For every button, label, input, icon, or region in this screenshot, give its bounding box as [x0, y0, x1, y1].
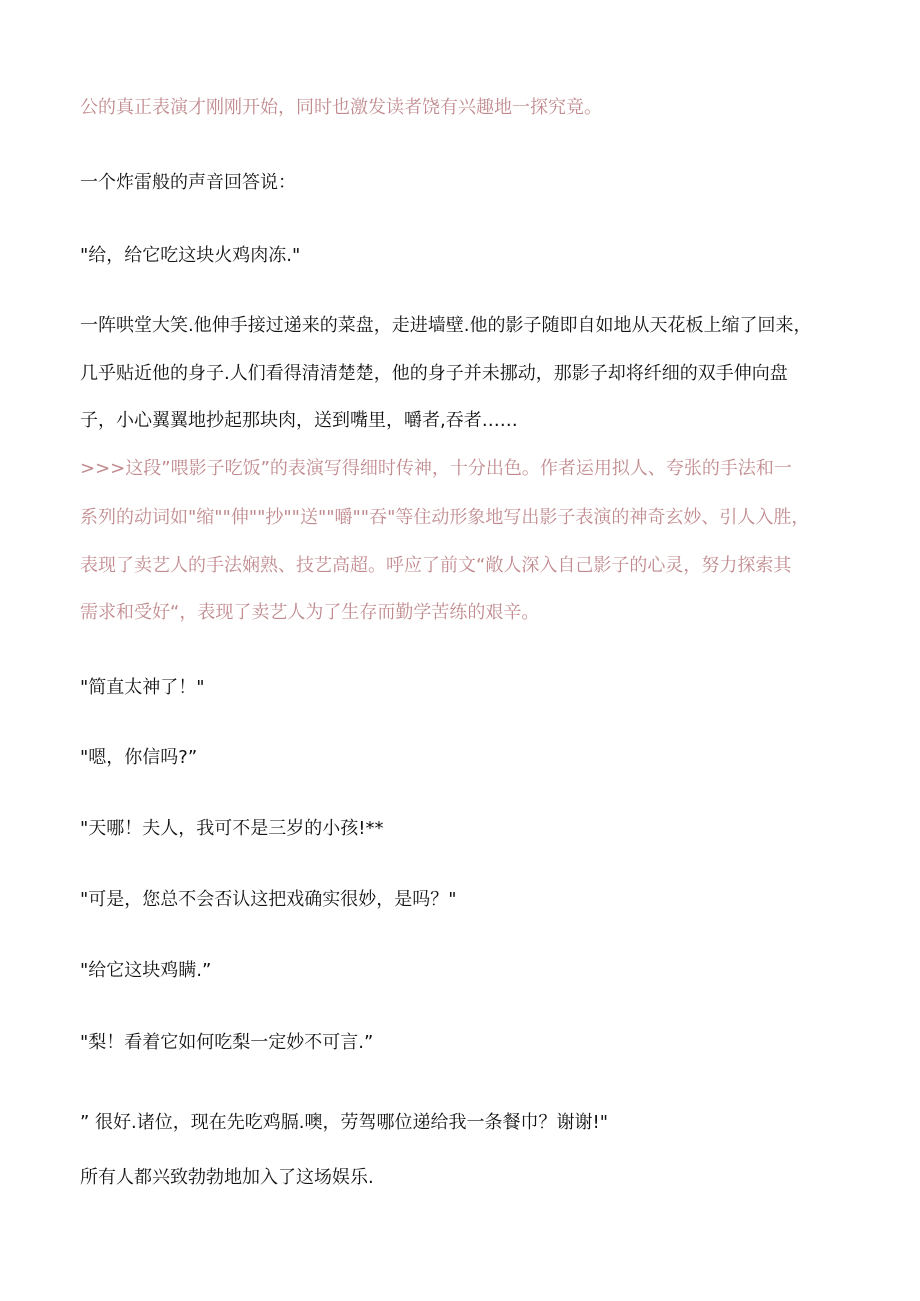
dialogue-line: "嗯，你信吗?”: [80, 747, 198, 768]
annotation-line: 系列的动词如"缩""伸""抄""送""嚼""吞"等住动形象地写出影子表演的神奇玄妙、引人入胜，: [80, 507, 810, 528]
paragraph-line: 一个炸雷般的声音回答说：: [80, 172, 296, 193]
paragraph-line: 所有人都兴致勃勃地加入了这场娱乐.: [80, 1167, 374, 1188]
paragraph-line: 子，小心翼翼地抄起那块肉，送到嘴里，嚼者,吞者……: [80, 410, 518, 431]
annotation-line: 表现了卖艺人的手法娴熟、技艺高超。呼应了前文“敞人深入自己影子的心灵，努力探索其: [80, 555, 792, 576]
dialogue-line: "给它这块鸡瞒.”: [80, 960, 212, 981]
dialogue-line: "可是，您总不会否认这把戏确实很妙，是吗？": [80, 889, 457, 910]
paragraph-line: 几乎贴近他的身子.人们看得清清楚楚，他的身子并未挪动，那影子却将纤细的双手伸向盘: [80, 363, 788, 384]
annotation-line: 公的真正表演才刚刚开始，同时也激发读者饶有兴趣地一探究竟。: [80, 97, 602, 118]
dialogue-line: "天哪！夫人，我可不是三岁的小孩!**: [80, 818, 384, 839]
dialogue-line: "给，给它吃这块火鸡肉冻.": [80, 245, 301, 266]
annotation-line: >>>这段”喂影子吃饭”的表演写得细时传神，十分出色。作者运用拟人、夸张的手法和一: [80, 458, 792, 479]
dialogue-line: "梨！看着它如何吃梨一定妙不可言.”: [80, 1032, 374, 1053]
dialogue-line: ” 很好.诸位，现在先吃鸡膈.噢，劳驾哪位递给我一条餐巾？谢谢!": [80, 1112, 608, 1133]
paragraph-line: 一阵哄堂大笑.他伸手接过递来的菜盘，走进墙壁.他的影子随即自如地从天花板上缩了回来，: [80, 315, 812, 336]
annotation-line: 需求和受好“，表现了卖艺人为了生存而勤学苦练的艰辛。: [80, 602, 540, 623]
dialogue-line: "简直太神了！": [80, 677, 205, 698]
